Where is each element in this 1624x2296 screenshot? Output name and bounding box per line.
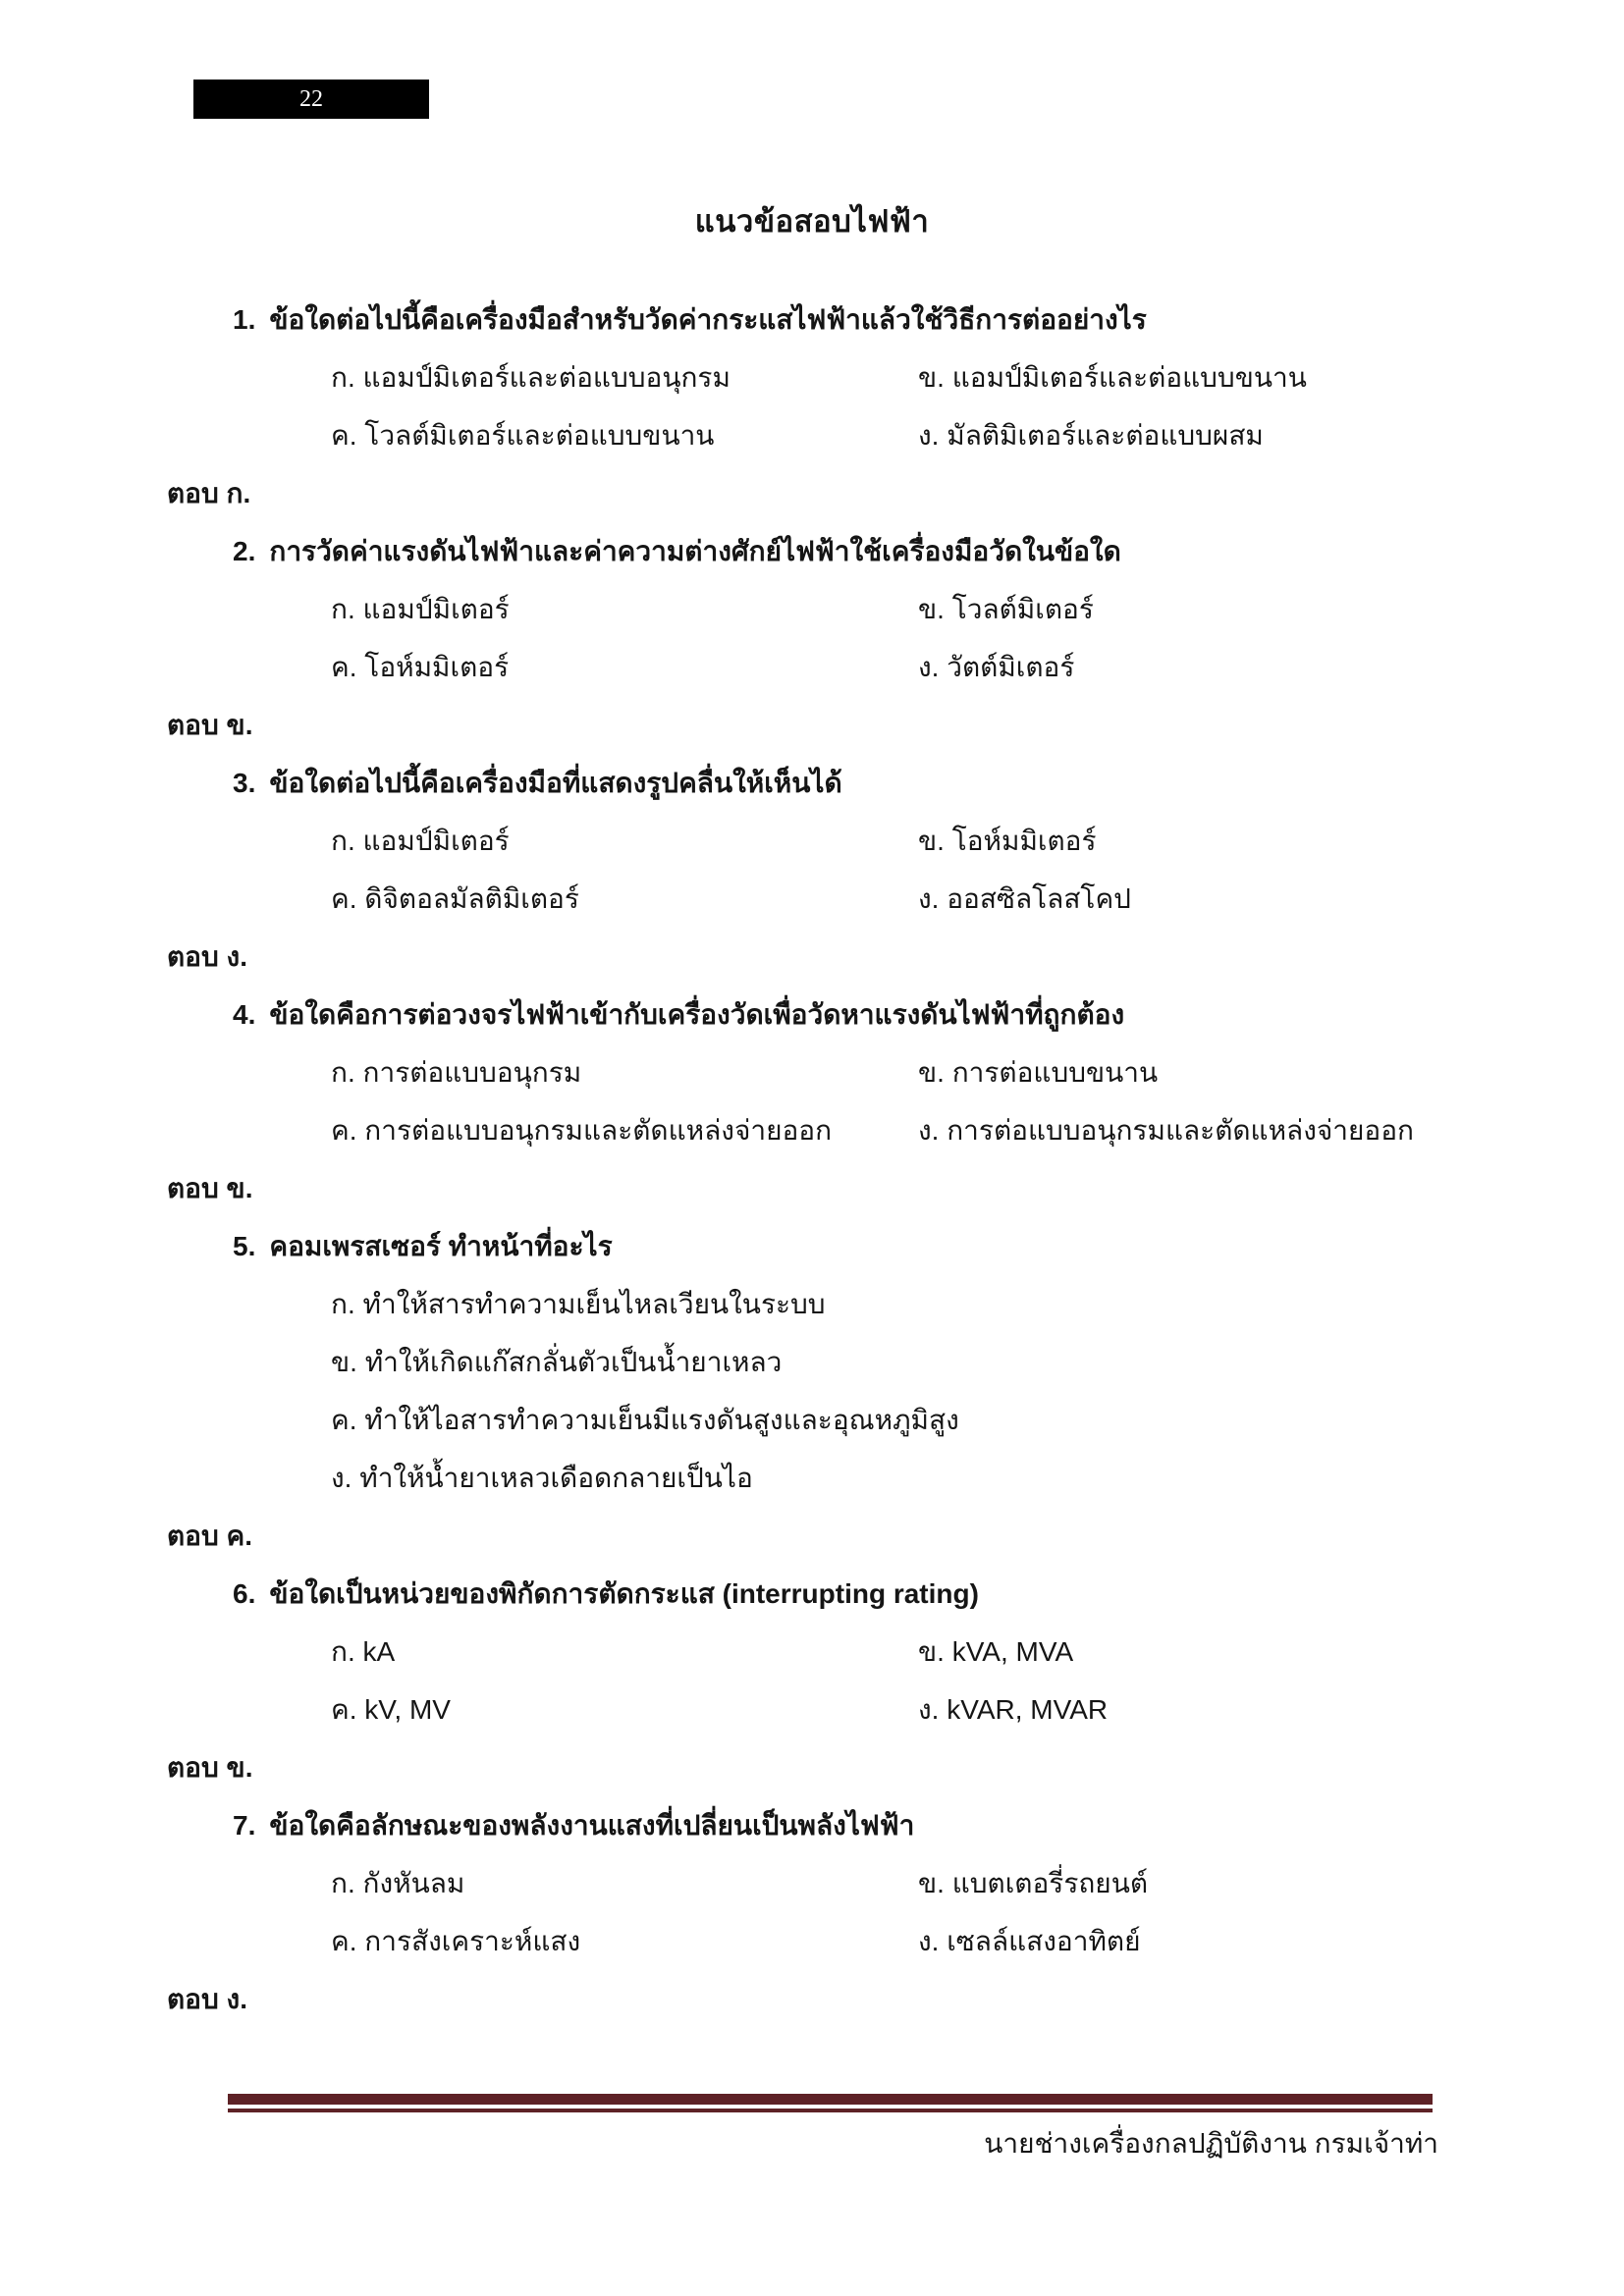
question-text: ข้อใดต่อไปนี้คือเครื่องมือสำหรับวัดค่ากระแสไฟฟ้าแล้วใช้วิธีการต่ออย่างไร <box>269 303 1147 335</box>
option-item: ข. ทำให้เกิดแก๊สกลั่นตัวเป็นน้ำยาเหลว <box>331 1346 783 1377</box>
question-number: 7. <box>233 1809 256 1841</box>
option-item: ค. โวลต์มิเตอร์และต่อแบบขนาน <box>331 419 715 451</box>
option-row <box>0 1391 1624 1449</box>
option-row <box>0 1101 1624 1159</box>
option-item: ง. ออสซิลโลสโคป <box>918 882 1131 914</box>
question-number: 4. <box>233 998 256 1030</box>
option-row <box>0 870 1624 928</box>
footer-rule-thin <box>228 2109 1433 2112</box>
question-text: ข้อใดคือการต่อวงจรไฟฟ้าเข้ากับเครื่องวัดเพื่อวัดหาแรงดันไฟฟ้าที่ถูกต้อง <box>269 998 1125 1030</box>
answer-text: ตอบ ง. <box>167 940 248 972</box>
option-item: ง. เซลล์แสงอาทิตย์ <box>918 1925 1141 1956</box>
question-row <box>0 1796 1624 1854</box>
option-item: ง. kVAR, MVAR <box>918 1693 1109 1725</box>
option-item: ก. แอมป์มิเตอร์ <box>331 825 510 856</box>
option-item: ข. kVA, MVA <box>918 1635 1074 1667</box>
option-item: ง. มัลติมิเตอร์และต่อแบบผสม <box>918 419 1264 451</box>
option-item: ค. ทำให้ไอสารทำความเย็นมีแรงดันสูงและอุณหภูมิสูง <box>331 1404 959 1435</box>
option-row <box>0 1912 1624 1970</box>
question-text: ข้อใดคือลักษณะของพลังงานแสงที่เปลี่ยนเป็นพลังไฟฟ้า <box>269 1809 915 1841</box>
option-row <box>0 1043 1624 1101</box>
page-title: แนวข้อสอบไฟฟ้า <box>694 204 930 239</box>
option-row <box>0 406 1624 464</box>
answer-text: ตอบ ค. <box>167 1520 253 1551</box>
option-item: ง. วัตต์มิเตอร์ <box>918 651 1075 682</box>
option-row <box>0 580 1624 638</box>
question-number: 5. <box>233 1230 256 1261</box>
footer-rule-thick <box>228 2094 1433 2105</box>
footer-text: นายช่างเครื่องกลปฏิบัติงาน กรมเจ้าท่า <box>984 2128 1438 2159</box>
option-item: ข. โอห์มมิเตอร์ <box>918 825 1097 856</box>
option-row <box>0 1854 1624 1912</box>
option-item: ก. กังหันลม <box>331 1867 465 1898</box>
page-number: 22 <box>299 85 323 112</box>
option-row <box>0 1681 1624 1738</box>
question-number: 3. <box>233 767 256 798</box>
option-item: ค. ดิจิตอลมัลติมิเตอร์ <box>331 882 579 914</box>
answer-text: ตอบ ข. <box>167 1172 253 1203</box>
option-item: ข. โวลต์มิเตอร์ <box>918 593 1094 624</box>
option-row <box>0 1275 1624 1333</box>
option-item: ก. การต่อแบบอนุกรม <box>331 1056 582 1088</box>
option-item: ค. การต่อแบบอนุกรมและตัดแหล่งจ่ายออก <box>331 1114 833 1146</box>
question-row <box>0 754 1624 812</box>
question-text: การวัดค่าแรงดันไฟฟ้าและค่าความต่างศักย์ไฟฟ้าใช้เครื่องมือวัดในข้อใด <box>269 535 1121 566</box>
option-item: ค. การสังเคราะห์แสง <box>331 1925 581 1956</box>
option-row <box>0 812 1624 870</box>
page-number-badge <box>193 80 429 119</box>
question-row <box>0 1565 1624 1623</box>
question-number: 1. <box>233 303 256 335</box>
option-item: ค. kV, MV <box>331 1693 451 1725</box>
question-list <box>0 291 1624 2028</box>
option-row <box>0 1449 1624 1507</box>
question-row <box>0 1217 1624 1275</box>
answer-text: ตอบ ข. <box>167 1751 253 1783</box>
question-text: ข้อใดเป็นหน่วยของพิกัดการตัดกระแส (interrupting rating) <box>269 1577 979 1609</box>
option-row <box>0 1623 1624 1681</box>
question-number: 6. <box>233 1577 256 1609</box>
option-item: ค. โอห์มมิเตอร์ <box>331 651 510 682</box>
answer-text: ตอบ ง. <box>167 1983 248 2014</box>
question-row <box>0 986 1624 1043</box>
answer-text: ตอบ ก. <box>167 477 251 508</box>
option-row <box>0 638 1624 696</box>
option-item: ข. แบตเตอรี่รถยนต์ <box>918 1867 1149 1898</box>
answer-text: ตอบ ข. <box>167 709 253 740</box>
option-item: ก. แอมป์มิเตอร์และต่อแบบอนุกรม <box>331 361 731 393</box>
option-item: ก. ทำให้สารทำความเย็นไหลเวียนในระบบ <box>331 1288 826 1319</box>
option-row <box>0 348 1624 406</box>
option-item: ง. ทำให้น้ำยาเหลวเดือดกลายเป็นไอ <box>331 1462 753 1493</box>
option-row <box>0 1333 1624 1391</box>
question-number: 2. <box>233 535 256 566</box>
option-item: ก. แอมป์มิเตอร์ <box>331 593 510 624</box>
question-text: ข้อใดต่อไปนี้คือเครื่องมือที่แสดงรูปคลื่นให้เห็นได้ <box>269 767 842 798</box>
option-item: ก. kA <box>331 1635 396 1667</box>
question-row <box>0 291 1624 348</box>
option-item: ข. การต่อแบบขนาน <box>918 1056 1159 1088</box>
question-text: คอมเพรสเซอร์ ทำหน้าที่อะไร <box>269 1230 613 1261</box>
question-row <box>0 522 1624 580</box>
option-item: ง. การต่อแบบอนุกรมและตัดแหล่งจ่ายออก <box>918 1114 1415 1146</box>
option-item: ข. แอมป์มิเตอร์และต่อแบบขนาน <box>918 361 1307 393</box>
